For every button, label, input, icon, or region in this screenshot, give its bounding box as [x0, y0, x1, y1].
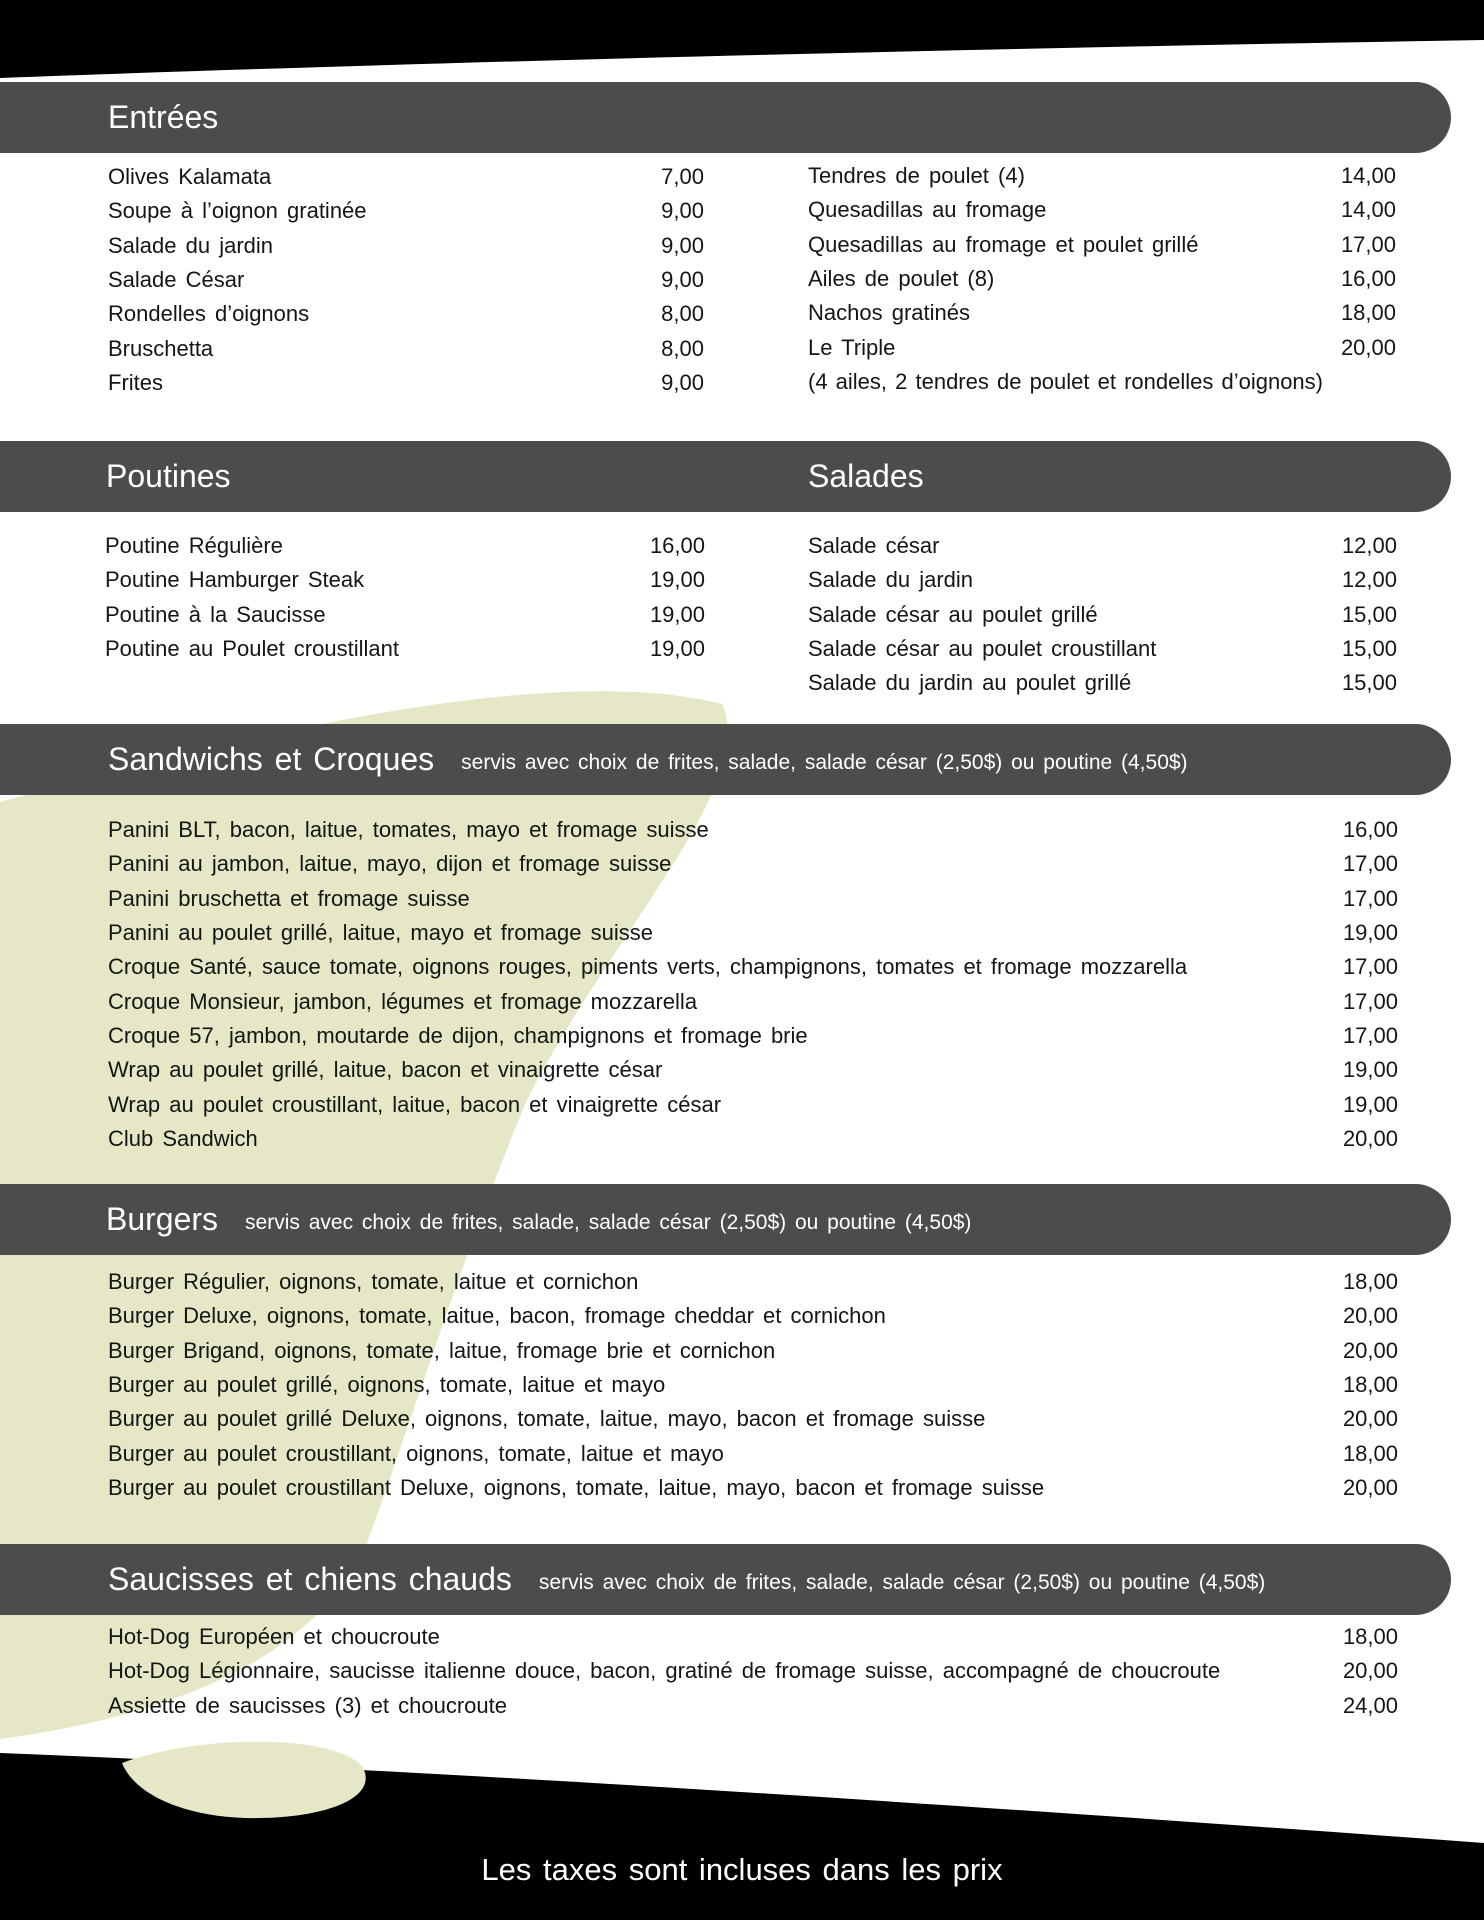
menu-item [108, 1368, 1398, 1402]
burgers-list [108, 1265, 1398, 1505]
menu-item [108, 1122, 1398, 1156]
menu-item [808, 262, 1396, 296]
item-name: Hot-Dog Européen et choucroute [108, 1624, 440, 1650]
item-name: Olives Kalamata [108, 164, 272, 190]
taxes-footer-note: Les taxes sont incluses dans les prix [481, 1852, 1003, 1887]
item-name: Burger au poulet grillé, oignons, tomate, laitue et mayo [108, 1372, 666, 1398]
salades-list [808, 529, 1397, 700]
item-name: Croque Santé, sauce tomate, oignons rouges, piments verts, champignons, tomates et fromage mozzarella [108, 954, 1188, 980]
menu-item [108, 1654, 1398, 1688]
section-header-sandwichs [0, 724, 1451, 795]
menu-item [105, 529, 705, 563]
menu-item [108, 297, 704, 331]
item-price: 18,00 [1342, 1440, 1398, 1466]
menu-item [108, 984, 1398, 1018]
menu-item [108, 882, 1398, 916]
item-name: Quesadillas au fromage [808, 197, 1047, 223]
item-name: Hot-Dog Légionnaire, saucisse italienne douce, bacon, gratiné de fromage suisse, accompagné de choucroute [108, 1658, 1221, 1684]
item-price: 17,00 [1342, 988, 1398, 1014]
item-name: Salade du jardin [108, 232, 274, 258]
item-price: 15,00 [1341, 670, 1397, 696]
section-title: Saucisses et chiens chauds [108, 1561, 512, 1597]
poutines-list [105, 529, 705, 666]
item-name: Tendres de poulet (4) [808, 163, 1025, 189]
item-price: 15,00 [1341, 601, 1397, 627]
item-note: (4 ailes, 2 tendres de poulet et rondelles d’oignons) [808, 368, 1323, 394]
menu-item [105, 563, 705, 597]
section-title: Burgers [106, 1201, 219, 1237]
menu-item [108, 194, 704, 228]
item-name: Frites [108, 369, 163, 395]
menu-item [108, 847, 1398, 881]
menu-item [108, 1471, 1398, 1505]
item-name: Salade césar au poulet grillé [808, 601, 1098, 627]
item-price: 9,00 [661, 267, 704, 293]
item-name: Ailes de poulet (8) [808, 266, 995, 292]
item-name: Salade césar au poulet croustillant [808, 636, 1157, 662]
item-price: 17,00 [1342, 1022, 1398, 1048]
menu-item [108, 1299, 1398, 1333]
item-price: 16,00 [649, 533, 705, 559]
top-band [0, 0, 1484, 78]
item-price: 14,00 [1340, 163, 1396, 189]
item-price: 20,00 [1342, 1474, 1398, 1500]
item-name: Club Sandwich [108, 1125, 258, 1151]
item-price: 16,00 [1342, 817, 1398, 843]
section-subtitle: servis avec choix de frites, salade, salade césar (2,50$) ou poutine (4,50$) [245, 1210, 972, 1234]
menu-item [108, 1689, 1398, 1723]
saucisses-list [108, 1620, 1398, 1723]
item-name: Croque 57, jambon, moutarde de dijon, champignons et fromage brie [108, 1022, 808, 1048]
menu-item [808, 159, 1396, 193]
menu-item [808, 296, 1396, 330]
item-price: 20,00 [1342, 1303, 1398, 1329]
item-price: 19,00 [649, 636, 705, 662]
menu-item [108, 1265, 1398, 1299]
menu-item [108, 263, 704, 297]
menu-item [808, 632, 1397, 666]
menu-item [108, 160, 704, 194]
item-name: Poutine au Poulet croustillant [105, 636, 399, 662]
item-price: 9,00 [661, 369, 704, 395]
item-name: Wrap au poulet grillé, laitue, bacon et vinaigrette césar [108, 1057, 663, 1083]
menu-item [105, 632, 705, 666]
item-price: 20,00 [1340, 334, 1396, 360]
item-price: 19,00 [1342, 1057, 1398, 1083]
item-price: 14,00 [1340, 197, 1396, 223]
item-price: 12,00 [1341, 533, 1397, 559]
menu-item [108, 1087, 1398, 1121]
item-price: 20,00 [1342, 1337, 1398, 1363]
item-price: 15,00 [1341, 636, 1397, 662]
section-subtitle: servis avec choix de frites, salade, salade césar (2,50$) ou poutine (4,50$) [538, 1570, 1266, 1594]
item-price: 17,00 [1342, 851, 1398, 877]
item-name: Burger au poulet croustillant Deluxe, oignons, tomate, laitue, mayo, bacon et fromage suisse [108, 1474, 1045, 1500]
menu-item [108, 1334, 1398, 1368]
item-price: 8,00 [661, 335, 704, 361]
item-name: Salade césar [808, 533, 940, 559]
section-title: Salades [808, 458, 924, 494]
menu-item [108, 1620, 1398, 1654]
item-price: 7,00 [661, 164, 704, 190]
menu-item [808, 193, 1396, 227]
sandwichs-list [108, 813, 1398, 1156]
item-name: Panini bruschetta et fromage suisse [108, 885, 470, 911]
menu-item [108, 950, 1398, 984]
section-header-entrees [0, 82, 1451, 153]
menu-item [108, 1053, 1398, 1087]
menu-item [108, 1019, 1398, 1053]
section-header-poutines-salades [0, 441, 1451, 512]
item-name: Poutine à la Saucisse [105, 601, 326, 627]
item-price: 12,00 [1341, 567, 1397, 593]
item-name: Burger Deluxe, oignons, tomate, laitue, bacon, fromage cheddar et cornichon [108, 1303, 886, 1329]
menu-item [808, 330, 1396, 364]
item-price: 24,00 [1342, 1692, 1398, 1718]
menu-item [108, 229, 704, 263]
item-name: Bruschetta [108, 335, 214, 361]
menu-item [108, 331, 704, 365]
menu-item [108, 813, 1398, 847]
menu-item [108, 366, 704, 400]
item-name: Salade du jardin au poulet grillé [808, 670, 1132, 696]
entrees-right-list [808, 159, 1396, 399]
menu-item [808, 598, 1397, 632]
item-price: 17,00 [1342, 885, 1398, 911]
section-title: Sandwichs et Croques [108, 741, 435, 777]
item-price: 17,00 [1342, 954, 1398, 980]
item-name: Poutine Hamburger Steak [105, 567, 365, 593]
item-name: Panini au poulet grillé, laitue, mayo et fromage suisse [108, 920, 653, 946]
item-name: Nachos gratinés [808, 300, 970, 326]
menu-item [108, 916, 1398, 950]
item-price: 18,00 [1342, 1372, 1398, 1398]
item-name: Burger au poulet grillé Deluxe, oignons, tomate, laitue, mayo, bacon et fromage suisse [108, 1406, 986, 1432]
item-name: Salade César [108, 267, 245, 293]
item-name: Burger Régulier, oignons, tomate, laitue et cornichon [108, 1269, 639, 1295]
section-title: Entrées [108, 99, 219, 135]
item-price: 19,00 [1342, 920, 1398, 946]
item-name: Wrap au poulet croustillant, laitue, bacon et vinaigrette césar [108, 1091, 722, 1117]
menu-item [105, 598, 705, 632]
section-subtitle: servis avec choix de frites, salade, salade césar (2,50$) ou poutine (4,50$) [461, 750, 1188, 774]
entrees-left-list [108, 160, 704, 400]
item-price: 9,00 [661, 232, 704, 258]
item-price: 19,00 [649, 567, 705, 593]
item-name: Le Triple [808, 334, 896, 360]
item-name: Quesadillas au fromage et poulet grillé [808, 231, 1199, 257]
item-price: 20,00 [1342, 1658, 1398, 1684]
menu-item [108, 1436, 1398, 1470]
item-name: Soupe à l’oignon gratinée [108, 198, 367, 224]
item-price: 18,00 [1340, 300, 1396, 326]
item-price: 18,00 [1342, 1269, 1398, 1295]
item-name: Burger Brigand, oignons, tomate, laitue, fromage brie et cornichon [108, 1337, 776, 1363]
section-title: Poutines [106, 458, 231, 494]
section-header-burgers [0, 1184, 1451, 1255]
menu-item [808, 563, 1397, 597]
item-price: 20,00 [1342, 1406, 1398, 1432]
item-price: 17,00 [1340, 231, 1396, 257]
menu-item [808, 529, 1397, 563]
menu-item [808, 228, 1396, 262]
item-name: Rondelles d’oignons [108, 301, 310, 327]
item-name: Poutine Régulière [105, 533, 283, 559]
item-price: 19,00 [1342, 1091, 1398, 1117]
menu-item [808, 666, 1397, 700]
item-name: Burger au poulet croustillant, oignons, tomate, laitue et mayo [108, 1440, 724, 1466]
item-name: Assiette de saucisses (3) et choucroute [108, 1692, 507, 1718]
item-price: 20,00 [1342, 1125, 1398, 1151]
item-name: Salade du jardin [808, 567, 974, 593]
item-name: Panini BLT, bacon, laitue, tomates, mayo et fromage suisse [108, 817, 709, 843]
section-header-saucisses [0, 1544, 1451, 1615]
item-price: 9,00 [661, 198, 704, 224]
item-price: 16,00 [1340, 266, 1396, 292]
item-price: 18,00 [1342, 1624, 1398, 1650]
item-price: 8,00 [661, 301, 704, 327]
item-name: Croque Monsieur, jambon, légumes et fromage mozzarella [108, 988, 698, 1014]
item-name: Panini au jambon, laitue, mayo, dijon et fromage suisse [108, 851, 672, 877]
item-price: 19,00 [649, 601, 705, 627]
menu-item [108, 1402, 1398, 1436]
